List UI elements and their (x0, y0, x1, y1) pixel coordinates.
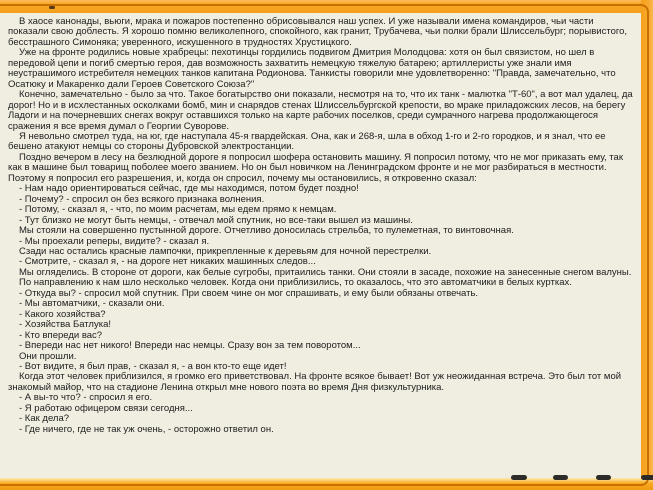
paragraph: - Я работаю офицером связи сегодня... (19, 402, 193, 414)
paragraph: - Где ничего, где не так уж очень, - осторожно ответил он. (19, 423, 274, 435)
paragraph: Мы огляделись. В стороне от дороги, как белые сугробы, притаились танки. Они стояли в засаде, похожие на занесенные снегом валуны. (19, 266, 632, 278)
paragraph: - Потому, - сказал я, - что, по моим расчетам, мы едем прямо к немцам. (19, 204, 337, 216)
paragraph: Уже на фронте родились новые храбрецы: пехотинцы гордились подвигом Дмитрия Молодцова: хотя он был связистом, но шел в передовой цепи и погиб смертью героя, дав возможность захватить немецкую тяжелую батарею; артиллеристы уже знали имя неустрашимого истребителя немецких танков капитана Родионова. Танкисты говорили мне удовлетворенно: "Правда, замечательно, что Осатюку и Макаренко дали Героев Советского Союза?" (8, 47, 616, 90)
paragraph: - Мы автоматчики, - сказали они. (19, 298, 165, 310)
slide-text (8, 17, 633, 435)
paragraph: - Тут близко не могут быть немцы, - отвечал мой спутник, но все-таки вышел из машины. (19, 214, 413, 226)
paragraph: Поздно вечером в лесу на безлюдной дороге я попросил шофера остановить машину. Я попросил потому, что не мог приказать ему, так как в машине был товарищ поболее моего званием. Но он был новичком на Ленинградском фронте и не мог разбираться в местности. Поэтому я попросил его разрешения, и, когда он спросил, почему мы остановились, я откровенно сказал: (8, 151, 623, 184)
paragraph: Сзади нас остались красные лампочки, прикрепленные к деревьям для ночной перестрелки. (19, 245, 432, 257)
paragraph: - Какого хозяйства? (19, 308, 106, 320)
frame-right-bar (641, 0, 653, 490)
decorative-dash (553, 475, 568, 480)
decorative-dash (511, 475, 527, 480)
paragraph: - Как дела? (19, 413, 70, 425)
paragraph: Я невольно смотрел туда, на юг, где наступала 45-я гвардейская. Она, как и 268-я, шла в обход 1-го и 2-го городков, и я знал, что ее бешено атакуют немцы со стороны Дубровской электростанции. (8, 130, 606, 153)
paragraph: - Смотрите, - сказал я, - на дороге нет никаких машинных следов... (19, 256, 316, 268)
paragraph: В хаосе канонады, вьюги, мрака и пожаров постепенно обрисовывался наш успех. И уже называли имена командиров, чьи части показали свою доблесть. Я хорошо помню великолепного, спокойного, как гранит, Трубачева, чьи полки брали Шлиссельбург; порывистого, бесстрашного Симоняка; уверенного, искушенного в трудностях Хрустицкого. (8, 16, 628, 48)
paragraph: - Мы проехали реперы, видите? - сказал я. (19, 235, 210, 247)
paragraph: - Впереди нас нет никого! Впереди нас немцы. Сразу вон за тем поворотом... (19, 340, 361, 352)
paragraph: Конечно, замечательно - было за что. Такое богатырство они показали, несмотря на то, что их танк - малютка "Т-60", а вот мал удалец, да дорог! Но и в исхлестанных осколками бомб, мин и снарядов стенах Шлиссельбургской крепости, во мраке приладожских лесов, на берегу Ладоги и на почерневших снегах вокруг оставшихся только на карте рабочих поселков, среди сумрачного нагрева продолжающегося сражения я все время думал о Георгии Суворове. (8, 89, 633, 132)
slide-content-panel (0, 13, 641, 478)
decorative-dash (596, 475, 611, 480)
decorative-dot (49, 6, 55, 9)
paragraph: - Кто впереди вас? (19, 329, 103, 341)
paragraph: - Почему? - спросил он без всякого признака волнения. (19, 193, 265, 205)
paragraph: - Вот видите, я был прав, - сказал я, - а вон кто-то еще идет! (19, 360, 287, 372)
paragraph: По направлению к нам шло несколько человек. Когда они приблизились, то оказалось, что это автоматчики в белых куртках. (19, 277, 572, 289)
frame-top-bar (0, 0, 653, 13)
paragraph: - Хозяйства Батлука! (19, 319, 112, 331)
paragraph: Мы стояли на совершенно пустынной дороге. Отчетливо доносилась стрельба, то пулеметная, то винтовочная. (19, 225, 514, 237)
paragraph: Когда этот человек приблизился, я громко его приветствовал. На фронте всякое бывает! Вот уж неожиданная встреча. Это был тот мой знакомый майор, что на стадионе Ленина открыл мне нового поэта во время Дня физкультурника. (8, 371, 622, 393)
paragraph: - А вы-то что? - спросил я его. (19, 392, 153, 404)
paragraph: - Нам надо ориентироваться сейчас, где мы находимся, потом будет поздно! (19, 183, 359, 195)
paragraph: - Откуда вы? - спросил мой спутник. При своем чине он мог спрашивать, и ему были обязаны отвечать. (19, 287, 479, 299)
paragraph: Они прошли. (19, 350, 77, 362)
decorative-dash (641, 475, 653, 480)
